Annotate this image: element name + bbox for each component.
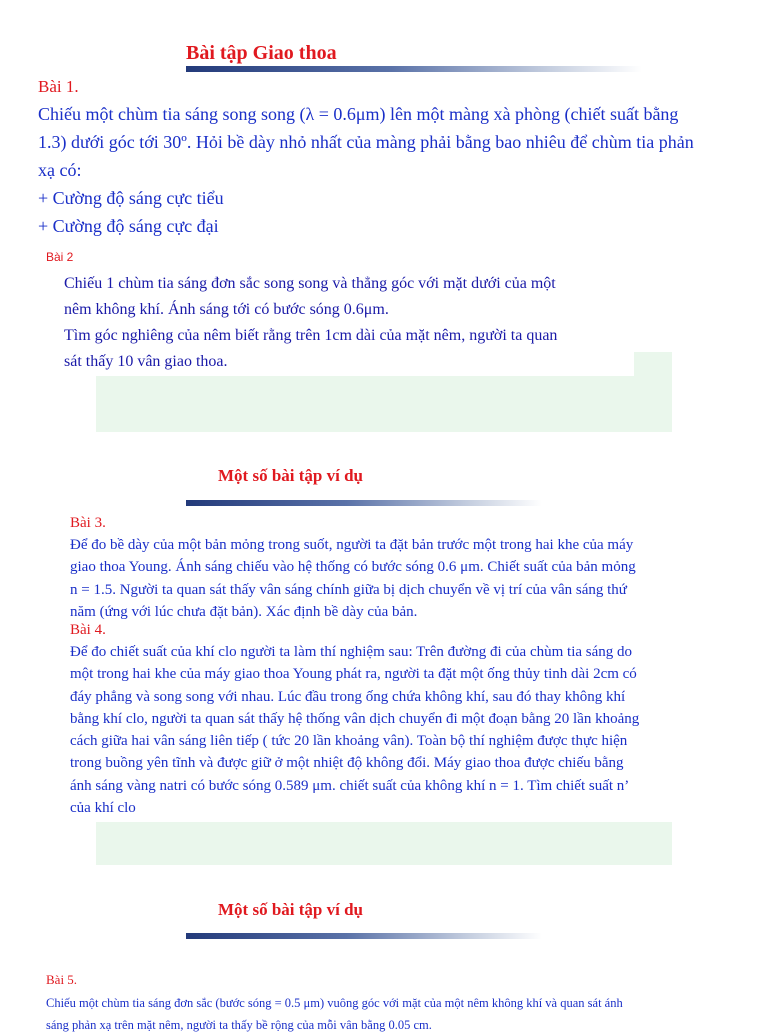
bai4-line: của khí clo (70, 800, 136, 817)
bai4-label: Bài 4. (70, 622, 106, 638)
section1-title: Bài tập Giao thoa (186, 42, 337, 64)
answer-box-2 (96, 822, 672, 865)
bai2-line: Chiếu 1 chùm tia sáng đơn sắc song song và thẳng góc với mặt dưới của một (64, 275, 556, 292)
bai1-line: Chiếu một chùm tia sáng song song (λ = 0.6μm) lên một màng xà phòng (chiết suất bằng (38, 104, 679, 124)
bai1-option: + Cường độ sáng cực đại (38, 216, 219, 236)
bai5-line: sáng phản xạ trên mặt nêm, người ta thấy bề rộng của mỗi vân bằng 0.05 cm. (46, 1018, 432, 1032)
bai3-label: Bài 3. (70, 515, 106, 531)
section2-title: Một số bài tập ví dụ (218, 466, 363, 485)
bai2-text (64, 271, 644, 375)
bai5-label: Bài 5. (46, 972, 78, 987)
section3-title: Một số bài tập ví dụ (218, 900, 363, 919)
bai3-line: n = 1.5. Người ta quan sát thấy vân sáng chính giữa bị dịch chuyển về vị trí của vân sáng thứ (70, 581, 627, 598)
title-underline-bar-3 (186, 933, 542, 939)
bai4-line: đáy phẳng và song song với nhau. Lúc đầu trong ống chứa không khí, sau đó thay không khí (70, 688, 626, 705)
bai4-line: cách giữa hai vân sáng liên tiếp ( tức 20 lần khoảng vân). Toàn bộ thí nghiệm được thực hiện (70, 733, 628, 750)
bai1-option: + Cường độ sáng cực tiểu (38, 188, 224, 208)
title-underline-bar-2 (186, 500, 542, 506)
bai5-line: Chiếu một chùm tia sáng đơn sắc (bước sóng = 0.5 μm) vuông góc với mặt của một nêm không khí và quan sát ánh (46, 996, 623, 1010)
bai1-text (38, 100, 758, 240)
bai1-label: Bài 1. (38, 77, 79, 96)
bai4-line: trong buồng yên tĩnh và được giữ ở một nhiệt độ không đổi. Máy giao thoa được chiếu bằng (70, 755, 624, 772)
title-underline-bar-1 (186, 66, 642, 72)
bai2-line: sát thấy 10 vân giao thoa. (64, 353, 228, 370)
bai2-line: Tìm góc nghiêng của nêm biết rằng trên 1cm dài của mặt nêm, người ta quan (64, 327, 558, 344)
bai3-line: năm (ứng với lúc chưa đặt bản). Xác định bề dày của bản. (70, 603, 418, 620)
bai4-text (70, 641, 750, 819)
bai4-line: bằng khí clo, người ta quan sát thấy hệ thống vân dịch chuyển đi một đoạn bằng 20 lần khoảng (70, 710, 640, 727)
bai2-label: Bài 2 (46, 250, 74, 264)
bai3-line: Để đo bề dày của một bản mỏng trong suốt, người ta đặt bản trước một trong hai khe của máy (70, 537, 634, 553)
bai1-line: 1.3) dưới góc tới 30º. Hỏi bề dày nhỏ nhất của màng phải bằng bao nhiêu để chùm tia phản (38, 132, 694, 152)
bai2-line: nêm không khí. Ánh sáng tới có bước sóng 0.6μm. (64, 301, 389, 318)
bai3-line: giao thoa Young. Ánh sáng chiếu vào hệ thống có bước sóng 0.6 μm. Chiết suất của bản mỏng (70, 559, 636, 576)
bai4-line: ánh sáng vàng natri có bước sóng 0.589 μm. chiết suất của không khí n = 1. Tìm chiết suất n’ (70, 777, 630, 794)
bai1-line: xạ có: (38, 160, 82, 180)
bai4-line: Để đo chiết suất của khí clo người ta làm thí nghiệm sau: Trên đường đi của chùm tia sáng do (70, 644, 633, 660)
bai3-text (70, 534, 750, 623)
bai4-line: một trong hai khe của máy giao thoa Young phát ra, người ta đặt một ống thủy tinh dài 2cm có (70, 666, 637, 683)
bai5-text (46, 992, 766, 1036)
